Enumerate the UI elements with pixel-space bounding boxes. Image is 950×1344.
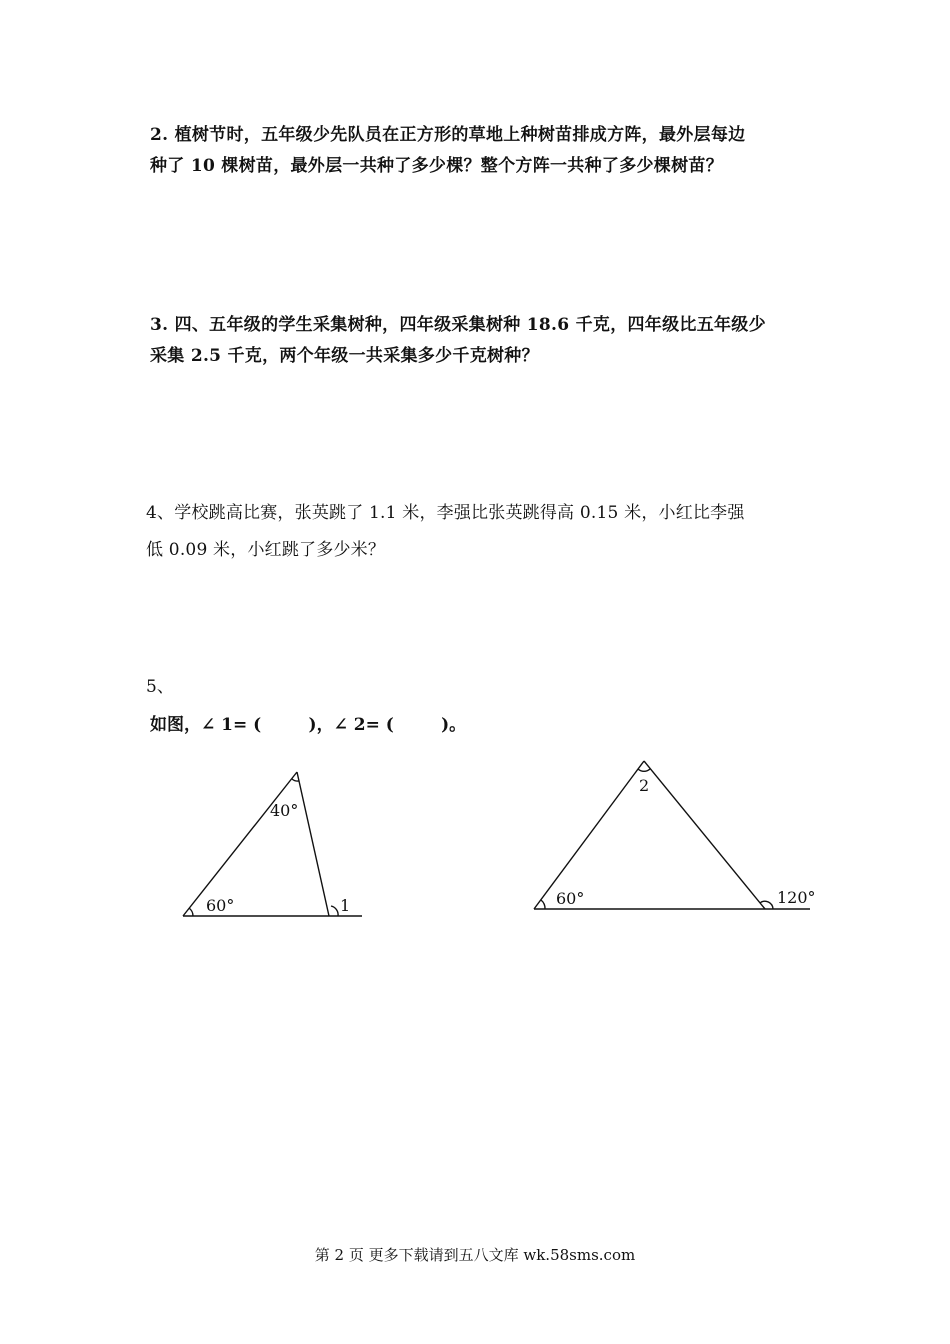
triangle-figure-1 <box>183 772 362 916</box>
figure-1-exterior-angle-label: 1 <box>340 896 351 915</box>
figure-2-right-side <box>644 761 765 909</box>
question-5-prompt: 如图，∠ 1= ( )，∠ 2= ( )。 <box>150 715 467 735</box>
question-3-line-1: 3. 四、五年级的学生采集树种，四年级采集树种 18.6 千克，四年级比五年级少 <box>150 315 766 335</box>
figure-1-base-angle-label: 60° <box>206 896 235 915</box>
figure-2-left-side <box>534 761 644 909</box>
figure-2-apex-angle-arc <box>638 769 650 771</box>
figure-1-exterior-angle-arc <box>331 906 338 916</box>
figure-2-apex-label: 2 <box>639 776 650 795</box>
figure-2-base-angle-arc <box>541 900 545 909</box>
question-2-line-2: 种了 10 棵树苗，最外层一共种了多少棵？整个方阵一共种了多少棵树苗？ <box>150 156 723 176</box>
figure-1-right-side <box>297 772 329 916</box>
triangle-figure-2 <box>534 761 810 909</box>
figure-1-base-angle-arc <box>189 908 193 916</box>
figure-2-exterior-angle-label: 120° <box>777 888 816 907</box>
question-4-line-1: 4、学校跳高比赛，张英跳了 1.1 米，李强比张英跳得高 0.15 米，小红比李强 <box>146 503 745 523</box>
question-2-line-1: 2. 植树节时，五年级少先队员在正方形的草地上种树苗排成方阵，最外层每边 <box>150 125 746 145</box>
question-4-line-2: 低 0.09 米，小红跳了多少米？ <box>146 540 386 560</box>
question-3-line-2: 采集 2.5 千克，两个年级一共采集多少千克树种？ <box>150 346 539 366</box>
figure-1-left-side <box>183 772 297 916</box>
question-5-number: 5、 <box>146 677 174 697</box>
figure-1-apex-angle-label: 40° <box>270 801 299 820</box>
figure-2-base-angle-label: 60° <box>556 889 585 908</box>
page-footer: 第 2 页 更多下载请到五八文库 wk.58sms.com <box>314 1246 636 1264</box>
